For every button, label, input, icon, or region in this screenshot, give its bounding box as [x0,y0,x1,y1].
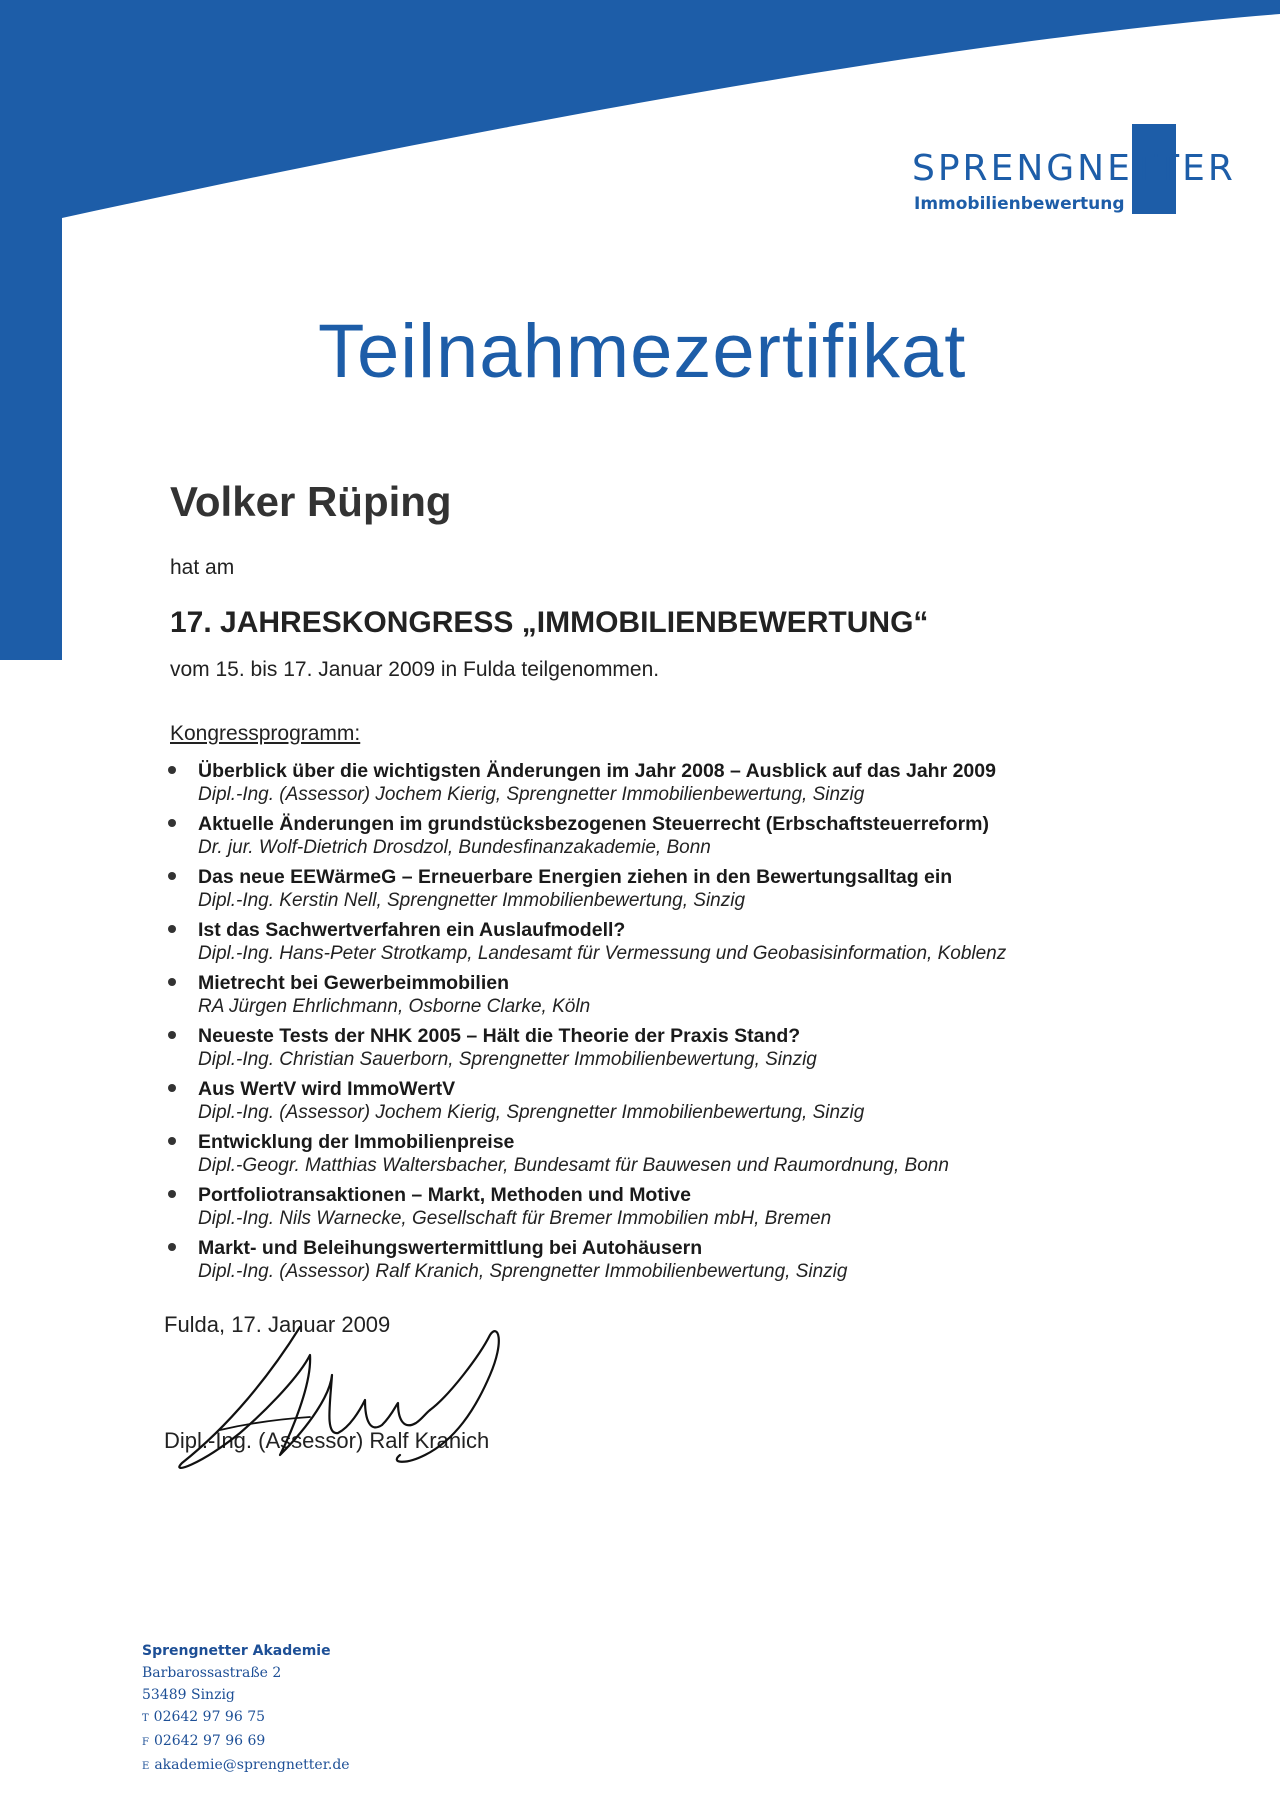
program-item [164,1237,1164,1290]
footer-email-row [142,1754,350,1778]
bullet-icon [168,925,176,933]
program-item-speaker: RA Jürgen Ehrlichmann, Osborne Clarke, Köln [198,996,591,1017]
program-item [164,1025,1164,1078]
program-item-title: Mietrecht bei Gewerbeimmobilien [198,972,509,994]
sprengnetter-logo [912,118,1236,218]
program-item-speaker: Dipl.-Ing. Nils Warnecke, Gesellschaft für Bremer Immobilien mbH, Bremen [198,1208,832,1229]
logo-subtitle: Immobilienbewertung [914,194,1125,214]
footer-phone: 02642 97 96 75 [153,1709,266,1725]
footer-address [142,1640,350,1778]
program-item-speaker: Dipl.-Ing. Kerstin Nell, Sprengnetter Immobilienbewertung, Sinzig [198,890,746,911]
program-item-speaker: Dipl.-Ing. (Assessor) Jochem Kierig, Sprengnetter Immobilienbewertung, Sinzig [198,784,865,805]
signer-name: Dipl.-Ing. (Assessor) Ralf Kranich [164,1428,490,1453]
footer-fax-label: F [142,1737,149,1748]
program-label: Kongressprogramm: [170,722,361,745]
program-item-speaker: Dipl.-Ing. (Assessor) Ralf Kranich, Sprengnetter Immobilienbewertung, Sinzig [198,1261,848,1282]
bullet-icon [168,1243,176,1251]
handwritten-signature [160,1315,520,1485]
footer-email: akademie@sprengnetter.de [154,1757,350,1773]
footer-phone-row [142,1706,350,1730]
program-item-title: Aus WertV wird ImmoWertV [198,1078,456,1100]
footer-fax: 02642 97 96 69 [153,1733,266,1749]
program-item-speaker: Dr. jur. Wolf-Dietrich Drosdzol, Bundesfinanzakademie, Bonn [198,837,711,858]
program-item-title: Entwicklung der Immobilienpreise [198,1131,515,1153]
program-item [164,972,1164,1025]
program-item-speaker: Dipl.-Ing. Hans-Peter Strotkamp, Landesamt für Vermessung und Geobasisinformation, Koblenz [198,943,1007,964]
footer-email-label: E [142,1761,150,1772]
program-item-speaker: Dipl.-Ing. (Assessor) Jochem Kierig, Sprengnetter Immobilienbewertung, Sinzig [198,1102,865,1123]
footer-fax-row [142,1730,350,1754]
program-item-speaker: Dipl.-Geogr. Matthias Waltersbacher, Bundesamt für Bauwesen und Raumordnung, Bonn [198,1155,949,1176]
program-item-title: Portfoliotransaktionen – Markt, Methoden und Motive [198,1184,691,1206]
program-item-title: Überblick über die wichtigsten Änderungen im Jahr 2008 – Ausblick auf das Jahr 2009 [198,760,996,782]
program-item [164,813,1164,866]
intro-text: hat am [170,556,235,579]
bullet-icon [168,1031,176,1039]
participant-name: Volker Rüping [170,478,452,525]
bullet-icon [168,872,176,880]
bullet-icon [168,1137,176,1145]
program-list [164,760,1164,1290]
program-item-speaker: Dipl.-Ing. Christian Sauerborn, Sprengnetter Immobilienbewertung, Sinzig [198,1049,817,1070]
program-item [164,1131,1164,1184]
footer-phone-label: T [142,1713,149,1724]
program-item [164,1078,1164,1131]
program-item-title: Das neue EEWärmeG – Erneuerbare Energien ziehen in den Bewertungsalltag ein [198,866,953,888]
bullet-icon [168,819,176,827]
place-date: Fulda, 17. Januar 2009 [164,1312,391,1337]
program-item [164,760,1164,813]
bullet-icon [168,978,176,986]
footer-org: Sprengnetter Akademie [142,1643,331,1659]
program-item-title: Markt- und Beleihungswertermittlung bei Autohäusern [198,1237,703,1259]
footer-street: Barbarossastraße 2 [142,1665,282,1681]
bullet-icon [168,1190,176,1198]
event-name: 17. JAHRESKONGRESS „IMMOBILIENBEWERTUNG“ [170,606,929,639]
event-dates: vom 15. bis 17. Januar 2009 in Fulda teilgenommen. [170,658,660,681]
bullet-icon [168,766,176,774]
bullet-icon [168,1084,176,1092]
program-item [164,866,1164,919]
program-item-title: Aktuelle Änderungen im grundstücksbezogenen Steuerrecht (Erbschaftsteuerreform) [198,813,989,835]
certificate-title: Teilnahmezertifikat [318,309,967,394]
program-item-title: Neueste Tests der NHK 2005 – Hält die Theorie der Praxis Stand? [198,1025,801,1047]
program-item [164,919,1164,972]
program-item-title: Ist das Sachwertverfahren ein Auslaufmodell? [198,919,626,941]
logo-wordmark: SPRENGNETTER [912,148,1236,189]
footer-city: 53489 Sinzig [142,1687,235,1703]
program-item [164,1184,1164,1237]
